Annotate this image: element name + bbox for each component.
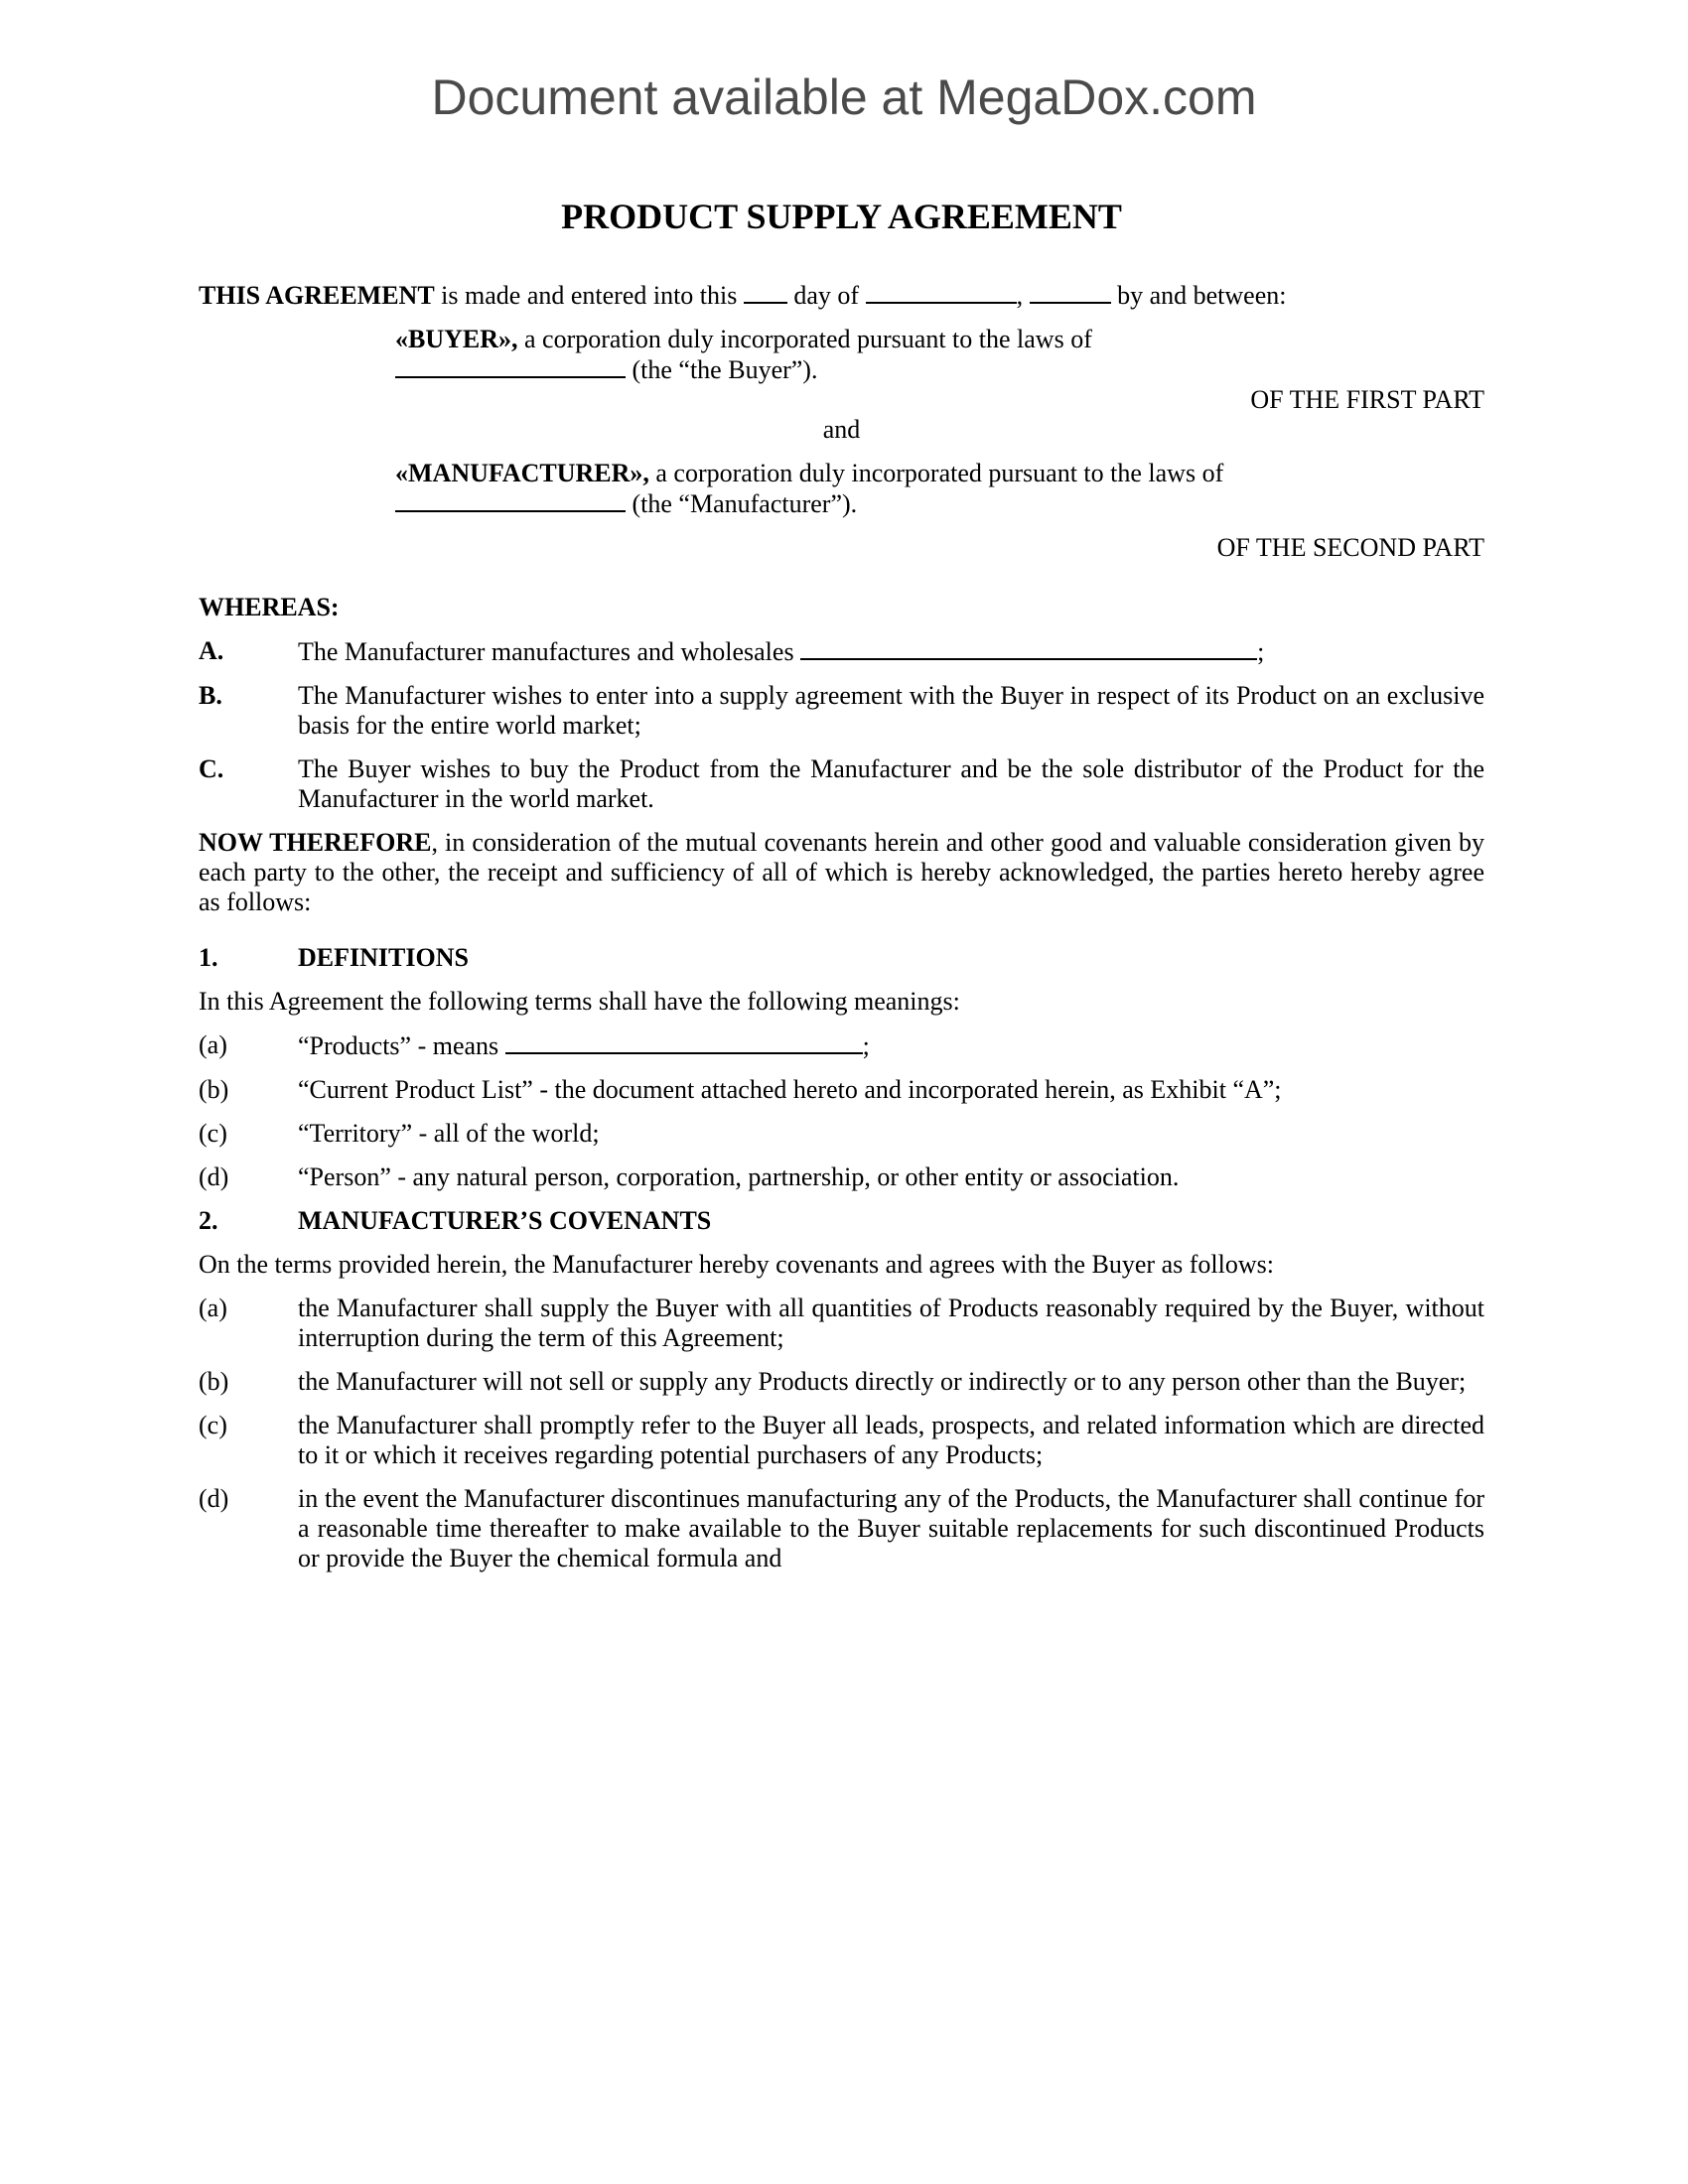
section-number: 1.: [199, 943, 218, 972]
watermark-banner: Document available at MegaDox.com: [431, 69, 1257, 125]
definition-item: [199, 1162, 1484, 1192]
buyer-text-1: a corporation duly incorporated pursuant to the laws of: [517, 325, 1092, 353]
buyer-name: «BUYER»,: [395, 325, 518, 353]
now-therefore-lead: NOW THEREFORE: [199, 828, 432, 857]
item-label: (b): [199, 1075, 229, 1104]
manufacturer-name: «MANUFACTURER»,: [395, 459, 649, 487]
manufacturer-text-2: (the “Manufacturer”).: [626, 489, 858, 518]
intro-lead: THIS AGREEMENT: [199, 281, 435, 310]
item-label: (c): [199, 1119, 227, 1148]
buyer-party: [395, 325, 1289, 385]
second-part-label: OF THE SECOND PART: [1216, 533, 1484, 562]
whereas-text: The Manufacturer wishes to enter into a supply agreement with the Buyer in respect of its Product on an exclusive basis for the entire world market;: [298, 681, 1484, 740]
item-text: “Current Product List” - the document attached hereto and incorporated herein, as Exhibit “A”;: [298, 1075, 1282, 1104]
covenant-item: [199, 1411, 1484, 1470]
whereas-label: C.: [199, 754, 224, 783]
intro-text-4: by and between:: [1110, 281, 1287, 310]
intro-text-2: day of: [786, 281, 866, 310]
products-blank: [800, 636, 1257, 660]
item-text: the Manufacturer shall supply the Buyer with all quantities of Products reasonably required by the Buyer, without interruption during the term of this Agreement;: [298, 1294, 1484, 1352]
item-label: (a): [199, 1030, 227, 1059]
and-connector: and: [822, 415, 861, 444]
item-text: in the event the Manufacturer discontinues manufacturing any of the Products, the Manufacturer shall continue for a reasonable time thereafter to make available to the Buyer suitable replacements for such discontinued Products or provide the Buyer the chemical formula and: [298, 1484, 1484, 1572]
definition-item: [199, 1075, 1484, 1105]
intro-text-1: is made and entered into this: [434, 281, 744, 310]
section-heading: [199, 943, 1484, 973]
manufacturer-jurisdiction-blank: [395, 488, 626, 512]
covenant-item: [199, 1294, 1484, 1353]
products-definition-blank: [505, 1030, 863, 1054]
item-text: “Products” - means ;: [298, 1031, 870, 1060]
item-text: the Manufacturer will not sell or supply any Products directly or indirectly or to any person other than the Buyer;: [298, 1367, 1467, 1396]
whereas-item: [199, 754, 1484, 814]
intro-text-3: ,: [1016, 281, 1030, 310]
item-text: “Person” - any natural person, corporation, partnership, or other entity or association.: [298, 1162, 1180, 1191]
section-number: 2.: [199, 1206, 218, 1235]
whereas-label: A.: [199, 636, 224, 665]
section-intro: In this Agreement the following terms shall have the following meanings:: [199, 987, 960, 1016]
definition-item: [199, 1030, 1484, 1061]
first-part-label: OF THE FIRST PART: [1250, 385, 1484, 414]
covenant-item: [199, 1367, 1484, 1397]
item-label: (d): [199, 1162, 229, 1191]
whereas-text: The Manufacturer manufactures and wholesales ;: [298, 637, 1265, 666]
item-label: (a): [199, 1294, 227, 1322]
manufacturer-party: [395, 459, 1269, 519]
definition-item: [199, 1119, 1484, 1149]
year-blank: [1030, 280, 1111, 304]
now-therefore-text: , in consideration of the mutual covenants herein and other good and valuable consideration given by each party to the other, the receipt and sufficiency of all of which is hereby acknowledged, the parties hereto hereby agree as follows:: [199, 828, 1485, 916]
item-text: the Manufacturer shall promptly refer to the Buyer all leads, prospects, and related information which are directed to it or which it receives regarding potential purchasers of any Products;: [298, 1411, 1484, 1469]
section-intro: On the terms provided herein, the Manufacturer hereby covenants and agrees with the Buyer as follows:: [199, 1250, 1274, 1279]
item-label: (d): [199, 1484, 229, 1513]
whereas-label: B.: [199, 681, 222, 710]
buyer-jurisdiction-blank: [395, 354, 626, 378]
day-blank: [744, 280, 787, 304]
buyer-text-2: (the “the Buyer”).: [626, 355, 818, 384]
intro-paragraph: [199, 280, 1484, 311]
whereas-heading: WHEREAS:: [199, 593, 340, 621]
whereas-item: [199, 681, 1484, 741]
whereas-item: [199, 636, 1484, 667]
month-blank: [866, 280, 1017, 304]
item-text: “Territory” - all of the world;: [298, 1119, 600, 1148]
document-title: PRODUCT SUPPLY AGREEMENT: [561, 197, 1122, 236]
now-therefore-paragraph: [199, 828, 1484, 917]
item-label: (c): [199, 1411, 227, 1439]
covenant-item: [199, 1484, 1484, 1573]
item-label: (b): [199, 1367, 229, 1396]
whereas-text: The Buyer wishes to buy the Product from the Manufacturer and be the sole distributor of the Product for the Manufacturer in the world market.: [298, 754, 1484, 813]
document-page: [199, 195, 1484, 1573]
manufacturer-text-1: a corporation duly incorporated pursuant to the laws of: [648, 459, 1224, 487]
section-heading: [199, 1206, 1484, 1236]
section-title: DEFINITIONS: [298, 943, 469, 972]
section-title: MANUFACTURER’S COVENANTS: [298, 1206, 712, 1235]
